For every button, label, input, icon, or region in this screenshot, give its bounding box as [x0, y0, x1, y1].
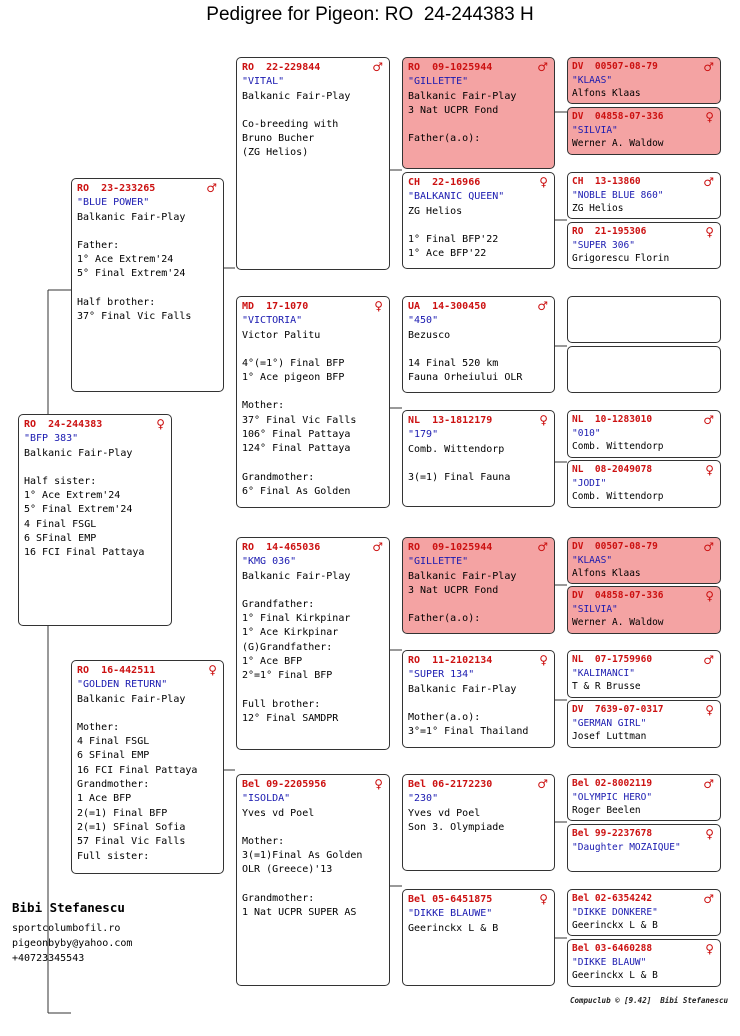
male-symbol-icon: ♂: [703, 175, 714, 189]
pigeon-name: "GILLETTE": [408, 556, 469, 568]
pigeon-name: "BFP 383": [24, 433, 79, 445]
pigeon-card-sd[interactable]: [236, 296, 390, 508]
pigeon-info-line: [408, 118, 549, 132]
female-symbol-icon: ♀: [539, 413, 548, 427]
pigeon-info-line: Full sister:: [77, 850, 150, 862]
pigeon-info-line: 5° Final Extrem'24: [24, 504, 133, 516]
ring-number: DV 00507-08-79: [572, 541, 658, 552]
pigeon-info-line: 4°(=1°) Final BFP: [242, 357, 345, 369]
ring-number: DV 04858-07-336: [572, 590, 664, 601]
pigeon-info-line: [77, 282, 218, 296]
pigeon-info-line: 1° Ace Extrem'24: [24, 490, 121, 502]
pigeon-info-line: 2°=1° Final BFP: [242, 670, 333, 682]
pigeon-info-line: Comb. Wittendorp: [572, 441, 664, 453]
ring-number: DV 00507-08-79: [572, 61, 658, 72]
pigeon-info-line: 3 Nat UCPR Fond: [408, 104, 499, 116]
pigeon-info-line: Half brother:: [77, 296, 156, 308]
pigeon-name: "KLAAS": [572, 554, 613, 566]
pigeon-info-line: Father(a.o):: [408, 613, 481, 625]
ring-number: RO 14-465036: [242, 542, 321, 553]
pigeon-card-dddd[interactable]: [567, 939, 721, 987]
pigeon-info-line: Roger Beelen: [572, 805, 641, 817]
pigeon-name: "GOLDEN RETURN": [77, 679, 168, 691]
pigeon-info-line: 37° Final Vic Falls: [242, 414, 357, 426]
pigeon-info-line: 1 Nat UCPR SUPER AS: [242, 907, 357, 919]
pigeon-name: "NOBLE BLUE 860": [572, 189, 664, 201]
pigeon-info-line: Fauna Orheiului OLR: [408, 372, 523, 384]
pigeon-info-line: 1° Final Kirkpinar: [242, 613, 351, 625]
pigeon-name: "KMG 036": [242, 556, 297, 568]
pigeon-info-line: Josef Luttman: [572, 731, 647, 743]
pigeon-info-line: 16 FCI Final Pattaya: [24, 547, 145, 559]
pigeon-card-dds[interactable]: [402, 774, 555, 871]
ring-number: Bel 02-6354242: [572, 893, 653, 904]
pigeon-info-line: Bruno Bucher: [242, 133, 315, 145]
pigeon-info-line: Mother:: [77, 721, 120, 733]
pigeon-info-line: 106° Final Pattaya: [242, 429, 351, 441]
pigeon-info-line: 37° Final Vic Falls: [77, 311, 192, 323]
pigeon-info-line: T & R Brusse: [572, 681, 641, 693]
pigeon-info-line: 1° Ace Kirkpinar: [242, 627, 339, 639]
pigeon-info-line: 3(=1) Final Fauna: [408, 471, 511, 483]
pigeon-card-ddds[interactable]: [567, 889, 721, 936]
pigeon-info-line: Father:: [77, 239, 120, 251]
pigeon-info-line: [408, 697, 549, 711]
male-symbol-icon: ♂: [703, 413, 714, 427]
pigeon-info-line: [242, 584, 384, 598]
breeder-website[interactable]: sportcolumbofil.ro: [12, 923, 121, 934]
ring-number: RO 23-233265: [77, 183, 156, 194]
pigeon-info-line: 6 SFinal EMP: [77, 750, 150, 762]
pigeon-info-line: [77, 225, 218, 239]
ring-number: MD 17-1070: [242, 301, 309, 312]
female-symbol-icon: ♀: [705, 110, 714, 124]
pigeon-name: "SUPER 134": [408, 669, 475, 681]
pigeon-info-line: 1° Ace BFP'22: [408, 248, 487, 260]
pigeon-info-line: OLR (Greece)'13: [242, 864, 333, 876]
ring-number: CH 13-13860: [572, 176, 641, 187]
pigeon-info-line: Son 3. Olympiade: [408, 821, 505, 833]
pigeon-info-line: [242, 878, 384, 892]
pigeon-card-subject[interactable]: [18, 414, 172, 626]
pigeon-card-sss[interactable]: [402, 57, 555, 169]
pigeon-info-line: 16 FCI Final Pattaya: [77, 764, 198, 776]
pigeon-name: "DIKKE BLAUW": [572, 956, 647, 968]
pigeon-info-line: 2(=1) SFinal Sofia: [77, 821, 186, 833]
male-symbol-icon: ♂: [703, 777, 714, 791]
female-symbol-icon: ♀: [705, 589, 714, 603]
pigeon-info-line: Balkanic Fair-Play: [408, 683, 517, 695]
pigeon-name: "JODI": [572, 477, 607, 489]
pigeon-info-line: 1° Ace BFP: [242, 656, 303, 668]
pigeon-card-ss[interactable]: [236, 57, 390, 270]
ring-number: Bel 06-2172230: [408, 779, 493, 790]
pigeon-info-line: 3°=1° Final Thailand: [408, 726, 529, 738]
pigeon-card-dsdd[interactable]: [567, 700, 721, 748]
ring-number: RO 22-229844: [242, 62, 321, 73]
ring-number: Bel 02-8002119: [572, 778, 653, 789]
pigeon-info-line: Full brother:: [242, 698, 321, 710]
pigeon-info-line: Werner A. Waldow: [572, 617, 664, 629]
pigeon-info-line: [242, 104, 384, 118]
pigeon-info-line: Grandmother:: [77, 779, 150, 791]
pigeon-info-line: 4 Final FSGL: [77, 736, 150, 748]
pigeon-card-ddsd[interactable]: [567, 824, 721, 872]
ring-number: Bel 99-2237678: [572, 828, 653, 839]
male-symbol-icon: ♂: [537, 540, 548, 554]
pigeon-card-ssdd[interactable]: [567, 222, 721, 269]
pigeon-info-line: (G)Grandfather:: [242, 641, 333, 653]
pigeon-info-line: Comb. Wittendorp: [572, 491, 664, 503]
ring-number: DV 7639-07-0317: [572, 704, 664, 715]
ring-number: Bel 05-6451875: [408, 894, 493, 905]
pigeon-info-line: Geerinckx L & B: [572, 970, 658, 982]
pigeon-info-line: Alfons Klaas: [572, 568, 641, 580]
pigeon-info-line: Geerinckx L & B: [572, 920, 658, 932]
pigeon-info-line: Alfons Klaas: [572, 88, 641, 100]
pigeon-info-line: Grandfather:: [242, 598, 315, 610]
female-symbol-icon: ♀: [705, 703, 714, 717]
pigeon-name: "SUPER 306": [572, 239, 635, 251]
pigeon-card-sire[interactable]: [71, 178, 224, 392]
pigeon-name: "DIKKE BLAUWE": [408, 908, 493, 920]
pigeon-info-line: ZG Helios: [408, 205, 463, 217]
pigeon-info-line: [242, 457, 384, 471]
pigeon-info-line: [242, 684, 384, 698]
male-symbol-icon: ♂: [372, 540, 383, 554]
pigeon-info-line: [24, 461, 166, 475]
pigeon-info-line: 1° Ace pigeon BFP: [242, 372, 345, 384]
pigeon-info-line: Balkanic Fair-Play: [242, 90, 351, 102]
pigeon-name: "179": [408, 429, 439, 441]
female-symbol-icon: ♀: [705, 225, 714, 239]
pigeon-info-line: Balkanic Fair-Play: [242, 570, 351, 582]
pigeon-info-line: [408, 457, 549, 471]
pigeon-info-line: [77, 707, 218, 721]
ring-number: RO 21-195306: [572, 226, 647, 237]
ring-number: NL 10-1283010: [572, 414, 653, 425]
ring-number: DV 04858-07-336: [572, 111, 664, 122]
male-symbol-icon: ♂: [703, 60, 714, 74]
ring-number: CH 22-16966: [408, 177, 481, 188]
pigeon-card-ssss[interactable]: [567, 57, 721, 104]
female-symbol-icon: ♀: [208, 663, 217, 677]
breeder-email[interactable]: pigeonbyby@yahoo.com: [12, 938, 133, 949]
pigeon-info-line: Werner A. Waldow: [572, 138, 664, 150]
female-symbol-icon: ♀: [705, 463, 714, 477]
pigeon-card-ddss[interactable]: [567, 774, 721, 821]
pigeon-card-ddd[interactable]: [402, 889, 555, 986]
pigeon-info-line: Co-breeding with: [242, 118, 339, 130]
page-title: Pedigree for Pigeon: RO 24-244383 H: [206, 4, 534, 25]
pigeon-name: "450": [408, 315, 439, 327]
pigeon-info-line: [242, 343, 384, 357]
ring-number: RO 09-1025944: [408, 62, 493, 73]
pigeon-card-dsss[interactable]: [567, 537, 721, 584]
pigeon-info-line: 6° Final As Golden: [242, 485, 351, 497]
pigeon-card-sdds[interactable]: [567, 410, 721, 458]
pigeon-card-ssds[interactable]: [567, 172, 721, 219]
male-symbol-icon: ♂: [206, 181, 217, 195]
pigeon-info-line: 12° Final SAMDPR: [242, 712, 339, 724]
pigeon-info-line: 3(=1)Final As Golden: [242, 850, 363, 862]
female-symbol-icon: ♀: [705, 942, 714, 956]
ring-number: NL 13-1812179: [408, 415, 493, 426]
pigeon-info-line: 5° Final Extrem'24: [77, 268, 186, 280]
pigeon-card-dam[interactable]: [71, 660, 224, 874]
male-symbol-icon: ♂: [703, 540, 714, 554]
female-symbol-icon: ♀: [539, 892, 548, 906]
pigeon-card-ssd[interactable]: [402, 172, 555, 269]
pigeon-info-line: Grandmother:: [242, 892, 315, 904]
pigeon-info-line: [408, 343, 549, 357]
pigeon-name: "OLYMPIC HERO": [572, 791, 653, 803]
ring-number: RO 16-442511: [77, 665, 156, 676]
ring-number: RO 11-2102134: [408, 655, 493, 666]
pigeon-card-dd[interactable]: [236, 774, 390, 986]
pigeon-info-line: [408, 219, 549, 233]
pigeon-card-sdss-empty[interactable]: [567, 296, 721, 343]
breeder-name: Bibi Stefanescu: [12, 900, 125, 915]
male-symbol-icon: ♂: [703, 653, 714, 667]
pigeon-info-line: Half sister:: [24, 475, 97, 487]
pigeon-name: "BLUE POWER": [77, 197, 150, 209]
pigeon-info-line: Victor Palitu: [242, 329, 321, 341]
pigeon-info-line: Father(a.o):: [408, 133, 481, 145]
pigeon-info-line: 2(=1) Final BFP: [77, 807, 168, 819]
pigeon-info-line: 4 Final FSGL: [24, 518, 97, 530]
pigeon-info-line: [242, 385, 384, 399]
female-symbol-icon: ♀: [156, 417, 165, 431]
ring-number: Bel 03-6460288: [572, 943, 653, 954]
pigeon-card-dsd[interactable]: [402, 650, 555, 748]
pigeon-info-line: Yves vd Poel: [242, 807, 315, 819]
ring-number: NL 07-1759960: [572, 654, 653, 665]
pigeon-info-line: Geerinckx L & B: [408, 922, 499, 934]
pigeon-card-ds[interactable]: [236, 537, 390, 750]
pigeon-info-line: 57 Final Vic Falls: [77, 836, 186, 848]
pigeon-card-sdd[interactable]: [402, 410, 555, 507]
pigeon-info-line: Yves vd Poel: [408, 807, 481, 819]
pigeon-name: "KLAAS": [572, 74, 613, 86]
ring-number: RO 09-1025944: [408, 542, 493, 553]
pigeon-info-line: Balkanic Fair-Play: [24, 447, 133, 459]
pigeon-name: "GERMAN GIRL": [572, 717, 647, 729]
pigeon-name: "010": [572, 427, 601, 439]
female-symbol-icon: ♀: [374, 299, 383, 313]
pigeon-name: "BALKANIC QUEEN": [408, 191, 505, 203]
pigeon-card-dss[interactable]: [402, 537, 555, 634]
pigeon-info-line: 3 Nat UCPR Fond: [408, 584, 499, 596]
female-symbol-icon: ♀: [539, 175, 548, 189]
pigeon-info-line: [242, 821, 384, 835]
male-symbol-icon: ♂: [537, 299, 548, 313]
female-symbol-icon: ♀: [705, 827, 714, 841]
pigeon-info-line: 6 SFinal EMP: [24, 533, 97, 545]
pigeon-name: "GILLETTE": [408, 76, 469, 88]
pigeon-info-line: Grigorescu Florin: [572, 253, 670, 265]
pigeon-info-line: Mother:: [242, 400, 285, 412]
breeder-info: [12, 900, 132, 966]
pigeon-name: "230": [408, 793, 439, 805]
pigeon-info-line: Mother(a.o):: [408, 711, 481, 723]
pigeon-info-line: ZG Helios: [572, 203, 624, 215]
ring-number: Bel 09-2205956: [242, 779, 327, 790]
pigeon-name: "ISOLDA": [242, 793, 291, 805]
pigeon-info-line: Comb. Wittendorp: [408, 443, 505, 455]
breeder-phone: +40723345543: [12, 953, 85, 964]
ring-number: NL 08-2049078: [572, 464, 653, 475]
male-symbol-icon: ♂: [537, 777, 548, 791]
pigeon-info-line: Balkanic Fair-Play: [408, 90, 517, 102]
pigeon-card-sds[interactable]: [402, 296, 555, 393]
pigeon-info-line: 124° Final Pattaya: [242, 443, 351, 455]
pigeon-card-sddd[interactable]: [567, 460, 721, 508]
pigeon-info-line: [408, 598, 549, 612]
pigeon-card-dsds[interactable]: [567, 650, 721, 698]
pigeon-card-sdsd-empty[interactable]: [567, 346, 721, 393]
pigeon-info-line: 1 Ace BFP: [77, 793, 132, 805]
pigeon-info-line: 14 Final 520 km: [408, 357, 499, 369]
pigeon-info-line: Balkanic Fair-Play: [408, 570, 517, 582]
pigeon-name: "SILVIA": [572, 124, 618, 136]
pigeon-info-line: Balkanic Fair-Play: [77, 211, 186, 223]
pigeon-card-sssd[interactable]: [567, 107, 721, 155]
male-symbol-icon: ♂: [703, 892, 714, 906]
female-symbol-icon: ♀: [374, 777, 383, 791]
pigeon-info-line: 1° Final BFP'22: [408, 233, 499, 245]
pigeon-name: "Daughter MOZAIQUE": [572, 841, 681, 853]
ring-number: RO 24-244383: [24, 419, 103, 430]
footer-credit: Compuclub © [9.42] Bibi Stefanescu: [569, 996, 728, 1005]
pigeon-name: "KALIMANCI": [572, 667, 635, 679]
male-symbol-icon: ♂: [537, 60, 548, 74]
ring-number: UA 14-300450: [408, 301, 487, 312]
pigeon-info-line: (ZG Helios): [242, 147, 309, 159]
pigeon-card-dssd[interactable]: [567, 586, 721, 634]
pigeon-name: "SILVIA": [572, 603, 618, 615]
female-symbol-icon: ♀: [539, 653, 548, 667]
pigeon-info-line: 1° Ace Extrem'24: [77, 254, 174, 266]
pigeon-name: "VICTORIA": [242, 315, 303, 327]
pigeon-info-line: Bezusco: [408, 329, 451, 341]
pigeon-info-line: Mother:: [242, 835, 285, 847]
male-symbol-icon: ♂: [372, 60, 383, 74]
pigeon-info-line: Balkanic Fair-Play: [77, 693, 186, 705]
pigeon-name: "VITAL": [242, 76, 285, 88]
pigeon-info-line: Grandmother:: [242, 471, 315, 483]
pigeon-name: "DIKKE DONKERE": [572, 906, 658, 918]
